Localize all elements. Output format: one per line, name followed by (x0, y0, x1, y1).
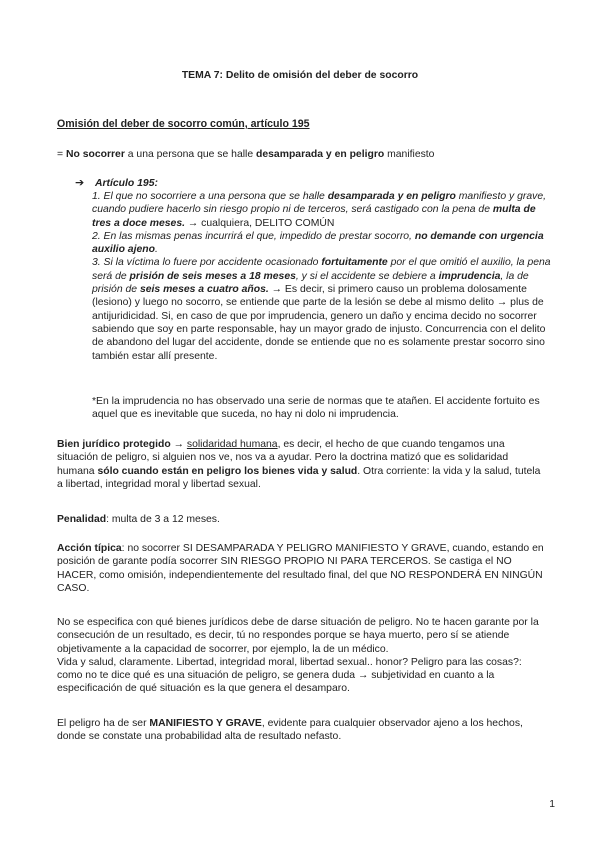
section-title: Omisión del deber de socorro común, artículo 195 (57, 118, 310, 130)
bien-juridico-paragraph: Bien jurídico protegido → solidaridad humana, es decir, el hecho de que cuando tengamos una situación de peligro, si alguien nos ve, nos va a ayudar. Pero la doctrina matizó que es solidaridad humana sólo cuando están en peligro los bienes vida y salud. Otra corriente: la vida y la salud, tutela a libertad, integridad moral y libertad sexual. (57, 439, 541, 490)
imprudence-note: *En la imprudencia no has observado una serie de normas que te atañen. El accidente fortuito es aquel que es inevitable que suceda, no hay ni dolo ni imprudencia. (92, 396, 540, 421)
definition-line: = No socorrer a una persona que se halle desamparada y en peligro manifiesto (57, 149, 435, 160)
accion-tipica-paragraph: Acción típica: no socorrer SI DESAMPARADA Y PELIGRO MANIFIESTO Y GRAVE, cuando, estando en posición de garante podía socorrer SIN RIESGO PROPIO NI PARA TERCEROS. Se castiga el NO HACER, como omisión, independientemente del resultado final, del que NO RESPONDERÁ EN NINGÚN CASO. (57, 543, 544, 594)
article-paragraph-3: 3. Si la víctima lo fuere por accidente ocasionado fortuitamente por el que omitió el auxilio, la pena será de prisión de seis meses a 18 meses, y si el accidente se debiere a imprudencia, la de prisión de seis meses a cuatro años. → Es decir, si primero causo un problema dolosamente (lesiono) y luego no socorro, se entiende que parte de la lesión se debe al mismo delito → plus de antijuridicidad. Si, en caso de que por imprudencia, genero un daño y encima decido no socorrer sabiendo que soy en parte responsable, hay un mayor grado de injusto. Concurrencia con el delito de abandono del lugar del accidente, donde se entiende que no es solamente prestar socorro sino también estar allí presente. (92, 257, 551, 362)
article-heading: Artículo 195: (95, 178, 158, 189)
page-number: 1 (549, 799, 555, 810)
document-title: TEMA 7: Delito de omisión del deber de socorro (181, 70, 419, 81)
article-paragraph-1: 1. El que no socorriere a una persona que se halle desamparada y en peligro manifiesto y grave, cuando pudiere hacerlo sin riesgo propio ni de terceros, será castigado con la pena de multa de tres a doce meses. → cualquiera, DELITO COMÚN (92, 191, 546, 229)
peligro-paragraph: El peligro ha de ser MANIFIESTO Y GRAVE, evidente para cualquier observador ajeno a los hechos, donde se constate una probabilidad alta de resultado nefasto. (57, 718, 523, 743)
article-body (92, 190, 552, 363)
no-especifica-paragraph: No se especifica con qué bienes jurídicos debe de darse situación de peligro. No te hacen garante por la consecución de un resultado, es decir, tú no respondes porque se haya muerto, pero sí se atiende objetivamente a la capacidad de socorrer, por ejemplo, la de un médico. Vida y salud, claramente. Libertad, integridad moral, libertad sexual.. honor? Peligro para las cosas?: como no te dice qué es una situación de peligro, se genera duda → subjetividad en cuanto a la especificación de qué situación es la que genera el desamparo. (57, 617, 539, 695)
penalidad-paragraph: Penalidad: multa de 3 a 12 meses. (57, 514, 220, 525)
article-paragraph-2: 2. En las mismas penas incurrirá el que, impedido de prestar socorro, no demande con urgencia auxilio ajeno. (92, 230, 544, 256)
arrow-bullet-icon: ➔ (75, 177, 85, 189)
